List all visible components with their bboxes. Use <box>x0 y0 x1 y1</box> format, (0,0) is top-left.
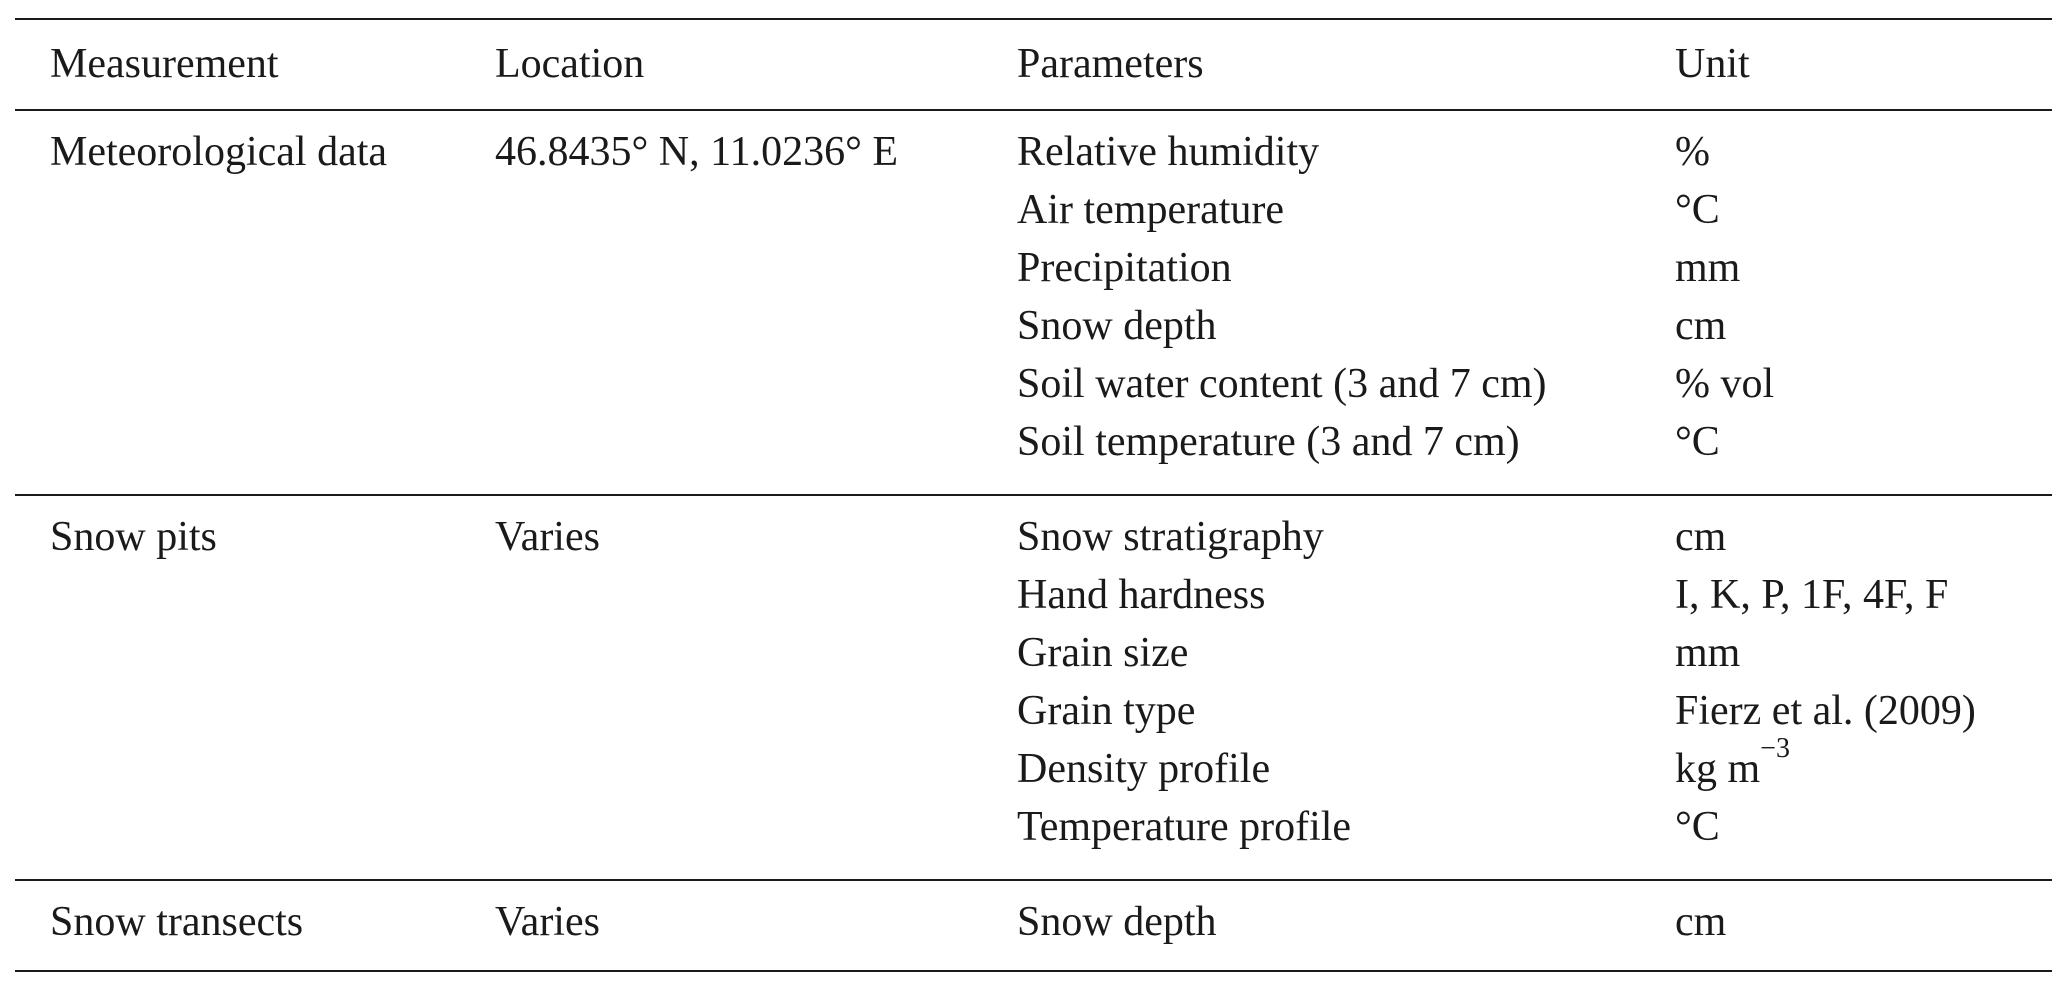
header-parameters: Parameters <box>1017 41 1204 87</box>
parameter-item: Precipitation <box>1017 245 1232 291</box>
parameter-item: Soil temperature (3 and 7 cm) <box>1017 419 1520 465</box>
header-row <box>15 20 2052 109</box>
parameter-item: Density profile <box>1017 746 1271 792</box>
parameter-item: Soil water content (3 and 7 cm) <box>1017 361 1547 407</box>
unit-item: mm <box>1675 245 1741 291</box>
parameters-cell <box>1017 893 1217 951</box>
table-row <box>15 881 2052 970</box>
location-cell: 46.8435° N, 11.0236° E <box>495 129 899 175</box>
unit-item: cm <box>1675 303 1727 349</box>
measurement-cell: Snow pits <box>50 514 217 560</box>
measurement-cell: Snow transects <box>50 899 304 945</box>
units-cell <box>1675 893 1726 951</box>
location-cell: Varies <box>495 514 600 560</box>
parameters-cell <box>1017 508 1351 856</box>
header-unit: Unit <box>1675 41 1750 87</box>
density-unit-exponent: −3 <box>1760 732 1790 764</box>
unit-item: Fierz et al. (2009) <box>1675 688 1976 734</box>
unit-item: % <box>1675 129 1710 175</box>
unit-item: °C <box>1675 804 1720 850</box>
density-unit-base: kg m <box>1675 746 1761 792</box>
bottom-rule <box>15 970 2052 972</box>
unit-item: °C <box>1675 419 1720 465</box>
measurement-cell: Meteorological data <box>50 129 388 175</box>
unit-item: °C <box>1675 187 1720 233</box>
parameters-cell <box>1017 123 1547 471</box>
parameter-item: Snow depth <box>1017 303 1217 349</box>
header-location: Location <box>495 41 645 87</box>
table-row <box>15 496 2052 879</box>
parameter-item: Snow stratigraphy <box>1017 514 1324 560</box>
units-cell <box>1675 123 1774 471</box>
unit-item: cm <box>1675 514 1727 560</box>
parameter-item: Hand hardness <box>1017 572 1266 618</box>
unit-item: cm <box>1675 899 1727 945</box>
parameter-item: Temperature profile <box>1017 804 1352 850</box>
parameter-item: Air temperature <box>1017 187 1285 233</box>
unit-item: mm <box>1675 630 1741 676</box>
unit-item <box>1675 732 1976 798</box>
unit-item: I, K, P, 1F, 4F, F <box>1675 572 1949 618</box>
data-table <box>15 18 2052 972</box>
table-row <box>15 111 2052 494</box>
header-measurement: Measurement <box>50 41 279 87</box>
location-cell: Varies <box>495 899 600 945</box>
units-cell <box>1675 508 1976 856</box>
parameter-item: Snow depth <box>1017 899 1217 945</box>
parameter-item: Relative humidity <box>1017 129 1320 175</box>
parameter-item: Grain size <box>1017 630 1189 676</box>
unit-item: % vol <box>1675 361 1775 407</box>
parameter-item: Grain type <box>1017 688 1196 734</box>
